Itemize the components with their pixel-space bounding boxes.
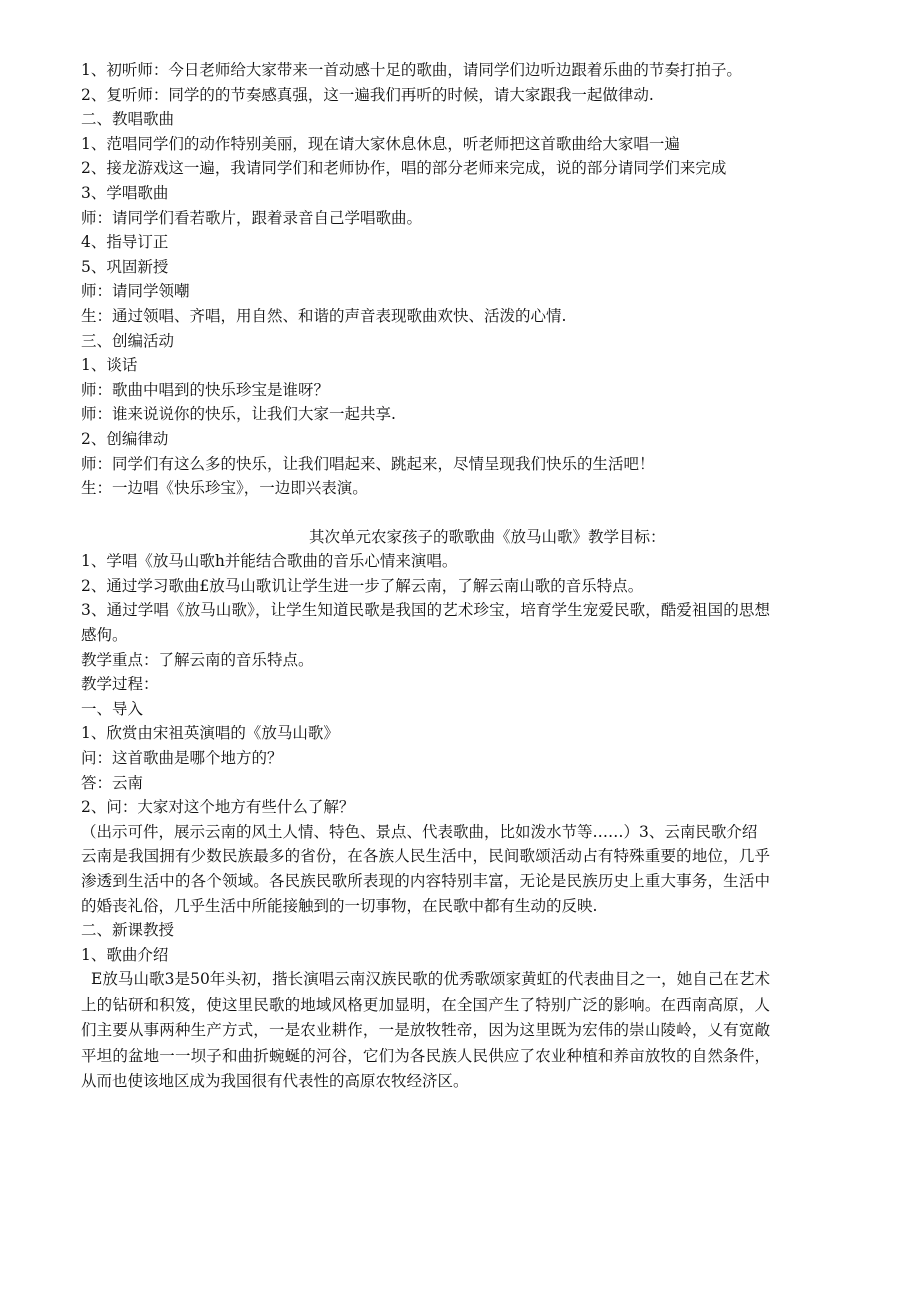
text-line: 1、范唱同学们的动作特别美丽，现在请大家休息休息，听老师把这首歌曲给大家唱一遍 xyxy=(81,134,680,153)
text-line: 2、创编律动 xyxy=(81,429,169,448)
text-line: 2、接龙游戏这一遍，我请同学们和老师协作，唱的部分老师来完成，说的部分请同学们来完成 xyxy=(81,159,727,178)
text-line: 师：同学们有这么多的快乐，让我们唱起来、跳起来，尽情呈现我们快乐的生活吧！ xyxy=(81,454,655,473)
text-line: 3、通过学唱《放马山歌》，让学生知道民歌是我国的艺术珍宝，培育学生宠爱民歌，酷爱祖国的思想感佝。 xyxy=(81,601,770,645)
text-line: 1、初听师：今日老师给大家带来一首动感十足的歌曲，请同学们边听边跟着乐曲的节奏打拍子。 xyxy=(81,61,742,79)
section-title: 其次单元农家孩子的歌歌曲《放马山歌》教学目标： xyxy=(309,527,666,546)
text-paragraph: 云南是我国拥有少数民族最多的省份，在各族人民生活中，民间歌颂活动占有特殊重要的地位，几乎渗透到生活中的各个领域。各民族民歌所表现的内容特别丰富，无论是民族历史上重大事务，生活中的婚丧礼俗，几乎生活中所能接触到的一切事物，在民歌中都有生动的反映. xyxy=(81,847,770,915)
text-line: 教学重点：了解云南的音乐特点。 xyxy=(81,650,314,669)
text-line: 师：歌曲中唱到的快乐珍宝是谁呀？ xyxy=(81,380,330,399)
blank-line xyxy=(81,501,770,525)
text-line: 2、复听师：同学的的节奏感真强，这一遍我们再听的时候，请大家跟我一起做律动. xyxy=(81,85,654,104)
text-line: 生：通过领唱、齐唱，用自然、和谐的声音表现歌曲欢快、活泼的心情. xyxy=(81,306,567,325)
text-line: （出示可件，展示云南的风土人情、特色、景点、代表歌曲，比如泼水节等……）3、云南民歌介绍 xyxy=(81,822,758,841)
text-line: 5、巩固新授 xyxy=(81,257,169,276)
text-line: 生：一边唱《快乐珍宝》，一边即兴表演。 xyxy=(81,479,368,498)
text-line: 师：请同学领嘲 xyxy=(81,282,190,301)
text-line: 教学过程： xyxy=(81,675,159,694)
section-heading: 三、创编活动 xyxy=(81,331,175,350)
section-heading: 二、教唱歌曲 xyxy=(81,110,175,129)
section-heading: 一、导入 xyxy=(81,699,144,718)
text-line: 1、欣赏由宋祖英演唱的《放马山歌》 xyxy=(81,724,339,743)
text-line: 1、学唱《放马山歌h并能结合歌曲的音乐心情来演唱。 xyxy=(81,552,458,571)
text-line: 4、指导订正 xyxy=(81,233,169,252)
text-line: 3、学唱歌曲 xyxy=(81,183,169,202)
text-line: 2、通过学习歌曲£放马山歌讥让学生进一步了解云南，了解云南山歌的音乐特点。 xyxy=(81,576,644,595)
lesson-section-2 xyxy=(81,525,770,1095)
text-paragraph: E放马山歌3是50年头初，揩长演唱云南汉族民歌的优秀歌颂家黄虹的代表曲目之一，她自己在艺术上的钻研和积笈，使这里民歌的地域风格更加显明，在全国产生了特别广泛的影响。在西南高原，人们主要从事两种生产方式，一是农业耕作，一是放牧牲帝，因为这里既为宏伟的崇山陵岭，乂有宽敞平坦的盆地一一坝子和曲折蜿蜒的河谷，它们为各民族人民供应了农业种植和养亩放牧的自然条件，从而也使该地区成为我国很有代表性的高原农牧经济区。 xyxy=(81,970,770,1090)
text-line: 师：请同学们看若歌片，跟着录音自己学唱歌曲。 xyxy=(81,208,423,227)
text-line: 师：谁来说说你的快乐，让我们大家一起共享. xyxy=(81,405,396,424)
text-line: 1、谈话 xyxy=(81,356,138,375)
text-line: 1、歌曲介绍 xyxy=(81,945,169,964)
text-line: 答：云南 xyxy=(81,773,144,792)
text-line: 问：这首歌曲是哪个地方的？ xyxy=(81,749,283,768)
lesson-section-1 xyxy=(81,58,770,501)
text-line: 2、问：大家对这个地方有些什么了解？ xyxy=(81,798,355,817)
section-heading: 二、新课教授 xyxy=(81,921,175,940)
